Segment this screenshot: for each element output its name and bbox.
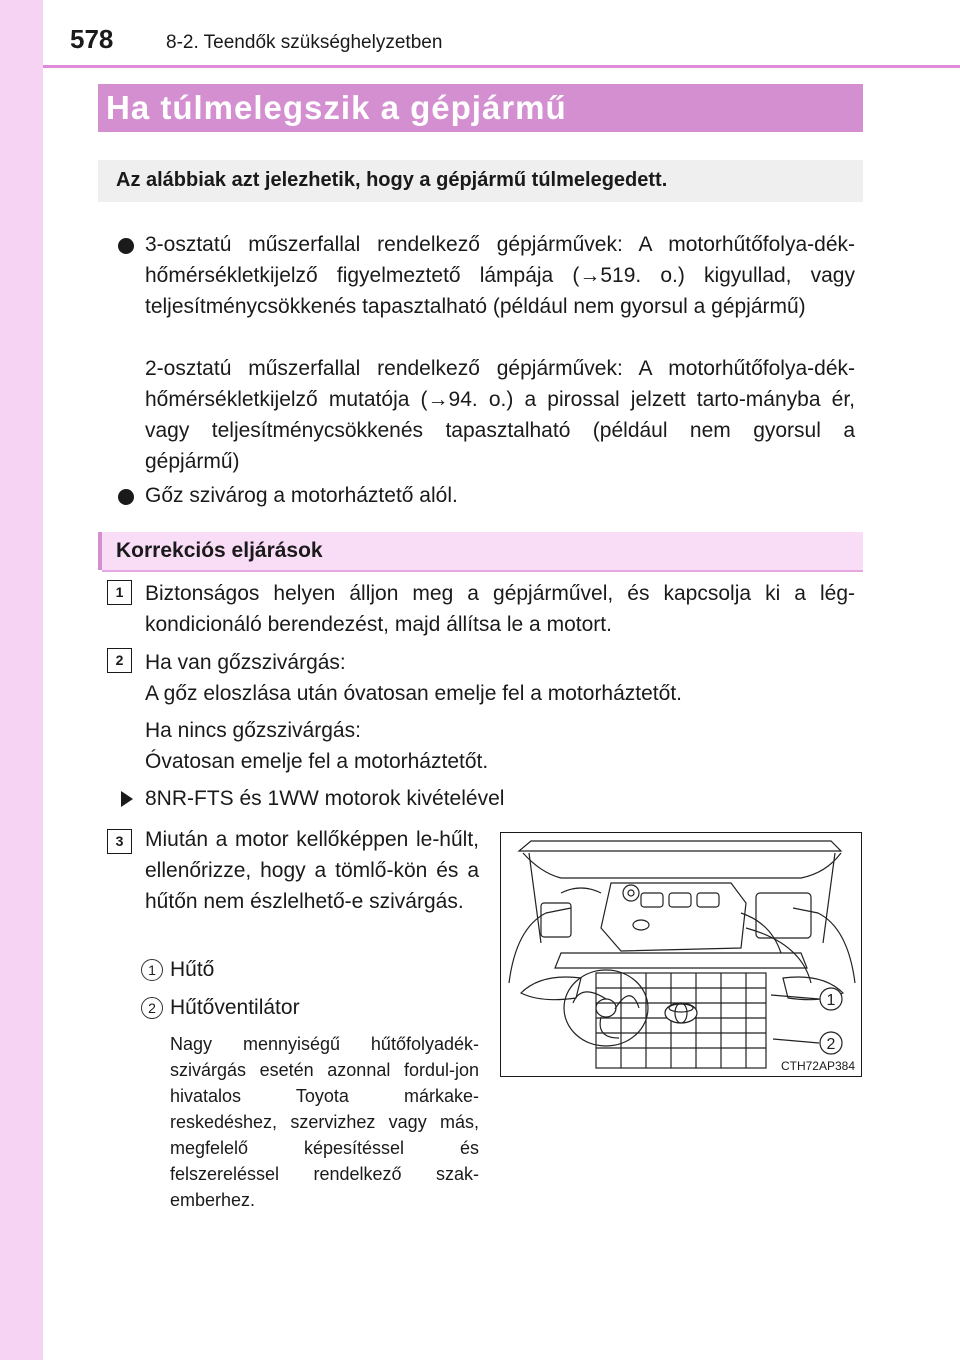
legend-number-circle: 2 bbox=[141, 997, 163, 1019]
legend-label: Hűtőventilátor bbox=[170, 996, 300, 1019]
step-2-line: A gőz eloszlása után óvatosan emelje fel a motorháztetőt. bbox=[145, 682, 682, 705]
step-2-line: Ha van gőzszivárgás: bbox=[145, 651, 346, 674]
side-tab-strip bbox=[0, 0, 43, 1360]
step-number-box: 2 bbox=[107, 648, 132, 673]
legend-label: Hűtő bbox=[170, 958, 215, 981]
engine-bay-illustration-icon bbox=[501, 833, 862, 1077]
corrections-heading-rule bbox=[102, 570, 863, 572]
engine-note: 8NR-FTS és 1WW motorok kivételével bbox=[145, 787, 505, 810]
engine-bay-figure bbox=[500, 832, 862, 1077]
bullet-text: Gőz szivárog a motorháztető alól. bbox=[145, 484, 458, 507]
step-number-box: 3 bbox=[107, 829, 132, 854]
bullet-text-continued: 2-osztatú műszerfallal rendelkező gépjárművek: A motorhűtőfolya-dék-hőmérsékletkijelző mutatója (→94. o.) a pirossal jelzett tarto-mányba ér, vagy teljesítménycsökkenés tapasztalható (például nem gyorsul a gépjármű) bbox=[145, 357, 855, 473]
step-2-line: Ha nincs gőzszivárgás: bbox=[145, 719, 361, 742]
step-2-line: Óvatosan emelje fel a motorháztetőt. bbox=[145, 750, 489, 773]
bullet-dot bbox=[118, 238, 134, 254]
corrections-heading-box bbox=[98, 532, 863, 570]
step-1-text: Biztonságos helyen álljon meg a gépjárművel, és kapcsolja ki a lég-kondicionáló berendezést, majd állítsa le a motort. bbox=[145, 582, 855, 636]
section-title: Ha túlmelegszik a gépjármű bbox=[106, 89, 567, 126]
running-header: 8-2. Teendők szükséghelyzetben bbox=[166, 32, 443, 53]
step-3-text: Miután a motor kellőképpen le-hűlt, ellenőrizze, hogy a tömlő-kön és a hűtőn nem észlelhető-e szivárgás. bbox=[145, 828, 479, 913]
corrections-heading: Korrekciós eljárások bbox=[116, 539, 323, 562]
bullet-text: 3-osztatú műszerfallal rendelkező gépjárművek: A motorhűtőfolya-dék-hőmérsékletkijelző figyelmeztető lámpája (→519. o.) kigyullad, vagy teljesítménycsökkenés tapasztalható (például nem gyorsul a gépjármű) bbox=[145, 233, 855, 318]
figure-callout: 1 bbox=[826, 992, 836, 1009]
figure-code: CTH72AP384 bbox=[780, 1059, 855, 1073]
section-title-bar bbox=[98, 84, 863, 132]
warning-note: Nagy mennyiségű hűtőfolyadék-szivárgás esetén azonnal fordul-jon hivatalos Toyota márkake-reskedéshez, szervizhez vagy más, megfelelő képesítéssel és felszereléssel rendelkező szak-emberhez. bbox=[170, 1034, 479, 1210]
step-number-box: 1 bbox=[107, 580, 132, 605]
triangle-arrow-icon bbox=[121, 791, 133, 807]
bullet-dot bbox=[118, 489, 134, 505]
intro-heading-box bbox=[98, 160, 863, 202]
page-number: 578 bbox=[70, 24, 114, 54]
header-rule bbox=[43, 65, 960, 68]
figure-callout: 2 bbox=[826, 1036, 836, 1053]
intro-heading: Az alábbiak azt jelezhetik, hogy a gépjármű túlmelegedett. bbox=[116, 169, 668, 191]
legend-number-circle: 1 bbox=[141, 959, 163, 981]
